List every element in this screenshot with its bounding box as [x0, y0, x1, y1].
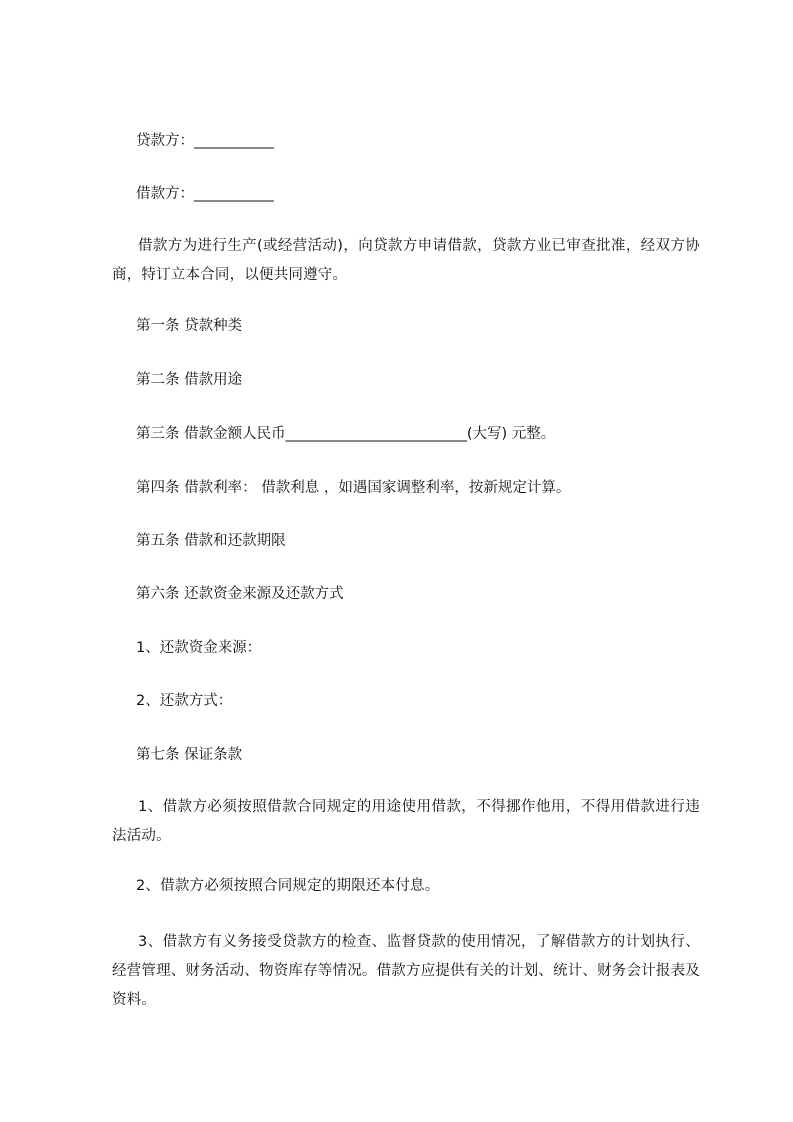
clause-7-1 — [112, 793, 700, 851]
article-2-heading: 第二条 借款用途 — [136, 372, 243, 388]
clause-7-1-text: 1、借款方必须按照借款合同规定的用途使用借款，不得挪作他用，不得用借款进行违法活动。 — [112, 799, 700, 844]
article-6-item-2: 2、还款方式： — [136, 693, 233, 709]
article-3-heading: 第三条 借款金额人民币_________________________(大写) 元整。 — [136, 426, 556, 442]
intro-paragraph — [112, 232, 700, 290]
article-6-item-1: 1、还款资金来源： — [136, 640, 262, 656]
clause-7-2-text: 2、借款方必须按照合同规定的期限还本付息。 — [136, 878, 440, 894]
lender-line: 贷款方：___________ — [136, 133, 274, 149]
article-1-heading: 第一条 贷款种类 — [136, 318, 243, 334]
borrower-line: 借款方：___________ — [136, 186, 274, 202]
article-6-heading: 第六条 还款资金来源及还款方式 — [136, 586, 344, 602]
article-7-heading: 第七条 保证条款 — [136, 747, 243, 763]
intro-paragraph-text: 借款方为进行生产(或经营活动)，向贷款方申请借款，贷款方业已审查批准，经双方协商，特订立本合同，以便共同遵守。 — [112, 238, 700, 283]
clause-7-3-text: 3、借款方有义务接受贷款方的检查、监督贷款的使用情况，了解借款方的计划执行、经营管理、财务活动、物资库存等情况。借款方应提供有关的计划、统计、财务会计报表及资料。 — [112, 934, 700, 1008]
article-5-heading: 第五条 借款和还款期限 — [136, 533, 286, 549]
clause-7-2 — [110, 872, 698, 901]
article-4-heading: 第四条 借款利率： 借款利息 ，如遇国家调整利率，按新规定计算。 — [136, 480, 571, 496]
clause-7-3 — [112, 928, 700, 1015]
